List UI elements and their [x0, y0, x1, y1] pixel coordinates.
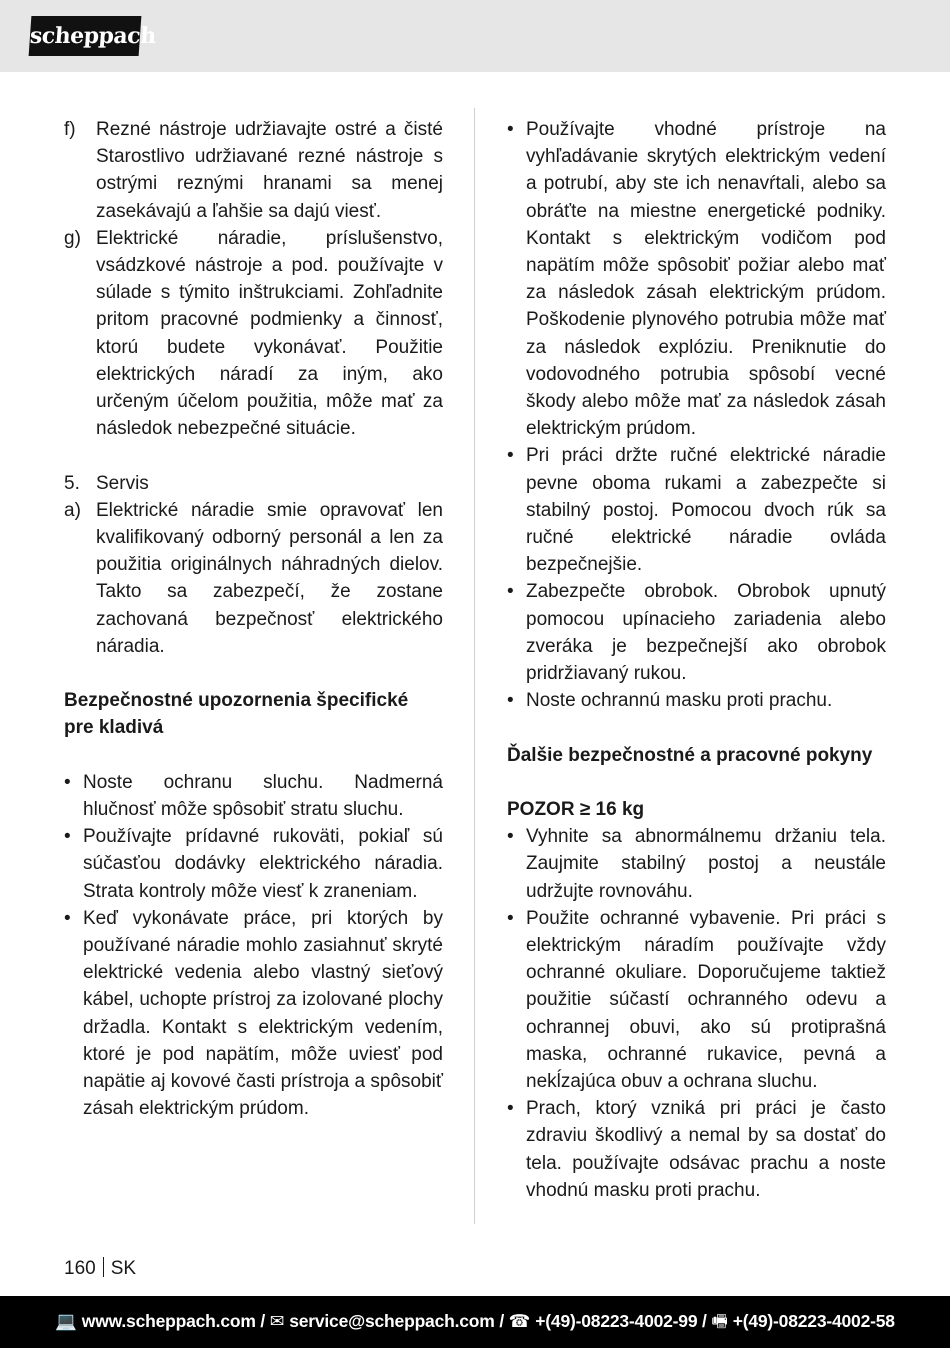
bullet-icon: • — [64, 826, 71, 848]
bullet-item — [64, 769, 443, 823]
bullet-item — [507, 1095, 886, 1204]
fax-icon: 🖷 — [711, 1311, 728, 1331]
bullet-item — [507, 578, 886, 687]
bullet-text: Používajte prídavné rukoväti, pokiaľ sú súčasťou dodávky elektrického náradia. Strata kontroly môže viesť k zraneniam. — [83, 826, 443, 902]
bullet-icon: • — [64, 771, 71, 793]
bullet-text: Pri práci držte ručné elektrické náradie pevne oboma rukami a zabezpečte si stabilný postoj. Pomocou dvoch rúk sa ručné elektrické náradie ovláda bezpečnejšie. — [526, 445, 886, 576]
contact-bar — [0, 1296, 950, 1348]
phone-icon: ☎ — [508, 1311, 531, 1331]
bullet-item — [507, 687, 886, 714]
section-number: 5. — [64, 472, 80, 494]
bullet-item — [507, 823, 886, 905]
bullet-icon: • — [507, 581, 514, 603]
scheppach-logo: scheppach — [29, 16, 142, 56]
page-number-divider — [103, 1257, 104, 1277]
list-marker: g) — [64, 227, 81, 249]
bullet-icon: • — [507, 119, 514, 140]
left-column — [64, 116, 443, 1122]
bullet-item — [507, 116, 886, 442]
section-title: Servis — [96, 472, 149, 494]
list-item-g — [64, 225, 443, 443]
list-marker: a) — [64, 499, 81, 521]
list-item-f — [64, 116, 443, 225]
fax-number: +(49)-08223-4002-58 — [732, 1311, 895, 1331]
mail-icon: ✉ — [269, 1311, 285, 1331]
bullet-text: Prach, ktorý vzniká pri práci je často zdraviu škodlivý a nemal by sa dostať do tela. používajte odsávac prachu a noste vhodnú masku proti prachu. — [526, 1098, 886, 1201]
bullet-icon: • — [507, 445, 514, 467]
list-item-text: Elektrické náradie smie opravovať len kvalifikovaný odborný personál a len za použitia originálnych náhradných dielov. Takto sa zabezpečí, že zostane zachovaná bezpečnosť elektrického náradia. — [96, 499, 443, 657]
bullet-item — [64, 823, 443, 905]
bullet-icon: • — [64, 907, 71, 929]
website-link[interactable]: www.scheppach.com — [81, 1311, 256, 1331]
bullet-icon: • — [507, 826, 514, 848]
list-item-text: Rezné nástroje udržiavajte ostré a čisté Starostlivo udržiavané rezné nástroje s ostrými reznými hranami sa menej zasekávajú a ľahšie sa dajú viesť. — [96, 119, 443, 222]
bullet-text: Noste ochrannú masku proti prachu. — [526, 690, 833, 712]
bullet-item — [507, 905, 886, 1095]
page-number — [64, 1255, 136, 1282]
language-code: SK — [110, 1258, 137, 1279]
bullet-text: Noste ochranu sluchu. Nadmerná hlučnosť môže spôsobiť stratu sluchu. — [83, 771, 443, 821]
computer-icon: 💻 — [55, 1311, 77, 1331]
bullet-item — [507, 442, 886, 578]
bullet-text: Vyhnite sa abnormálnemu držaniu tela. Zaujmite stabilný postoj a neustále udržujte rovnováhu. — [526, 826, 886, 902]
list-marker: f) — [64, 119, 76, 140]
bullet-text: Používajte vhodné prístroje na vyhľadávanie skrytých elektrickým vedení a potrubí, aby ste ich nenavŕtali, alebo sa obráťte na miestne energetické podniky. Kontakt s elektrickým vodičom pod napätím môže spôsobiť požiar alebo mať za následok zásah elektrickým prúdom. Poškodenie plynového potrubia môže mať za následok explóziu. Preniknutie do vodovodného potrubia spôsobí vecné škody alebo môže mať za následok zásah elektrickým prúdom. — [526, 119, 886, 440]
column-divider — [474, 108, 475, 1224]
list-item-text: Elektrické náradie, príslušenstvo, vsádzkové nástroje a pod. používajte v súlade s týmito inštrukciami. Zohľadnite pritom pracovné podmienky a činnosť, ktorú budete vykonávať. Použitie elektrických náradí za iným, ako určeným účelom použitia, môže mať za následok nebezpečné situácie. — [96, 227, 443, 440]
right-column — [507, 116, 886, 1204]
email-link[interactable]: service@scheppach.com — [289, 1311, 495, 1331]
bullet-text: Keď vykonávate práce, pri ktorých by používané náradie mohlo zasiahnuť skryté elektrické vedenia alebo vlastný sieťový kábel, uchopte prístroj za izolované plochy držadla. Kontakt s elektrickým vedením, ktoré je pod napätím, môže uviesť pod napätie aj kovové časti prístroja a spôsobiť zásah elektrickým prúdom. — [83, 907, 443, 1120]
list-item-a — [64, 497, 443, 660]
bullet-icon: • — [507, 1098, 514, 1120]
bullet-item — [64, 905, 443, 1123]
bullet-icon: • — [507, 690, 514, 712]
further-safety-heading: Ďalšie bezpečnostné a pracovné pokyny — [507, 744, 873, 766]
bullet-text: Použite ochranné vybavenie. Pri práci s elektrickým náradím používajte vždy ochranné okuliare. Doporučujeme taktiež použitie súčastí ochranného odevu a ochrannej obuvi, ako sú protiprašná maska, ochranné rukavice, pevná a nekĺzajúca obuv a ochrana sluchu. — [526, 907, 886, 1093]
page-number-value: 160 — [64, 1258, 96, 1279]
phone-number[interactable]: +(49)-08223-4002-99 — [535, 1311, 698, 1331]
hammer-safety-heading: Bezpečnostné upozornenia špecifické pre kladivá — [64, 690, 409, 739]
section-heading-servis — [64, 470, 443, 497]
header-band — [0, 0, 950, 72]
separator: / — [499, 1311, 504, 1331]
bullet-text: Zabezpečte obrobok. Obrobok upnutý pomocou upínacieho zariadenia alebo zveráka je bezpečnejší ako obrobok pridržiavaný rukou. — [526, 581, 886, 685]
separator: / — [702, 1311, 707, 1331]
bullet-icon: • — [507, 907, 514, 929]
caution-heading: POZOR ≥ 16 kg — [507, 799, 645, 821]
separator: / — [260, 1311, 266, 1331]
